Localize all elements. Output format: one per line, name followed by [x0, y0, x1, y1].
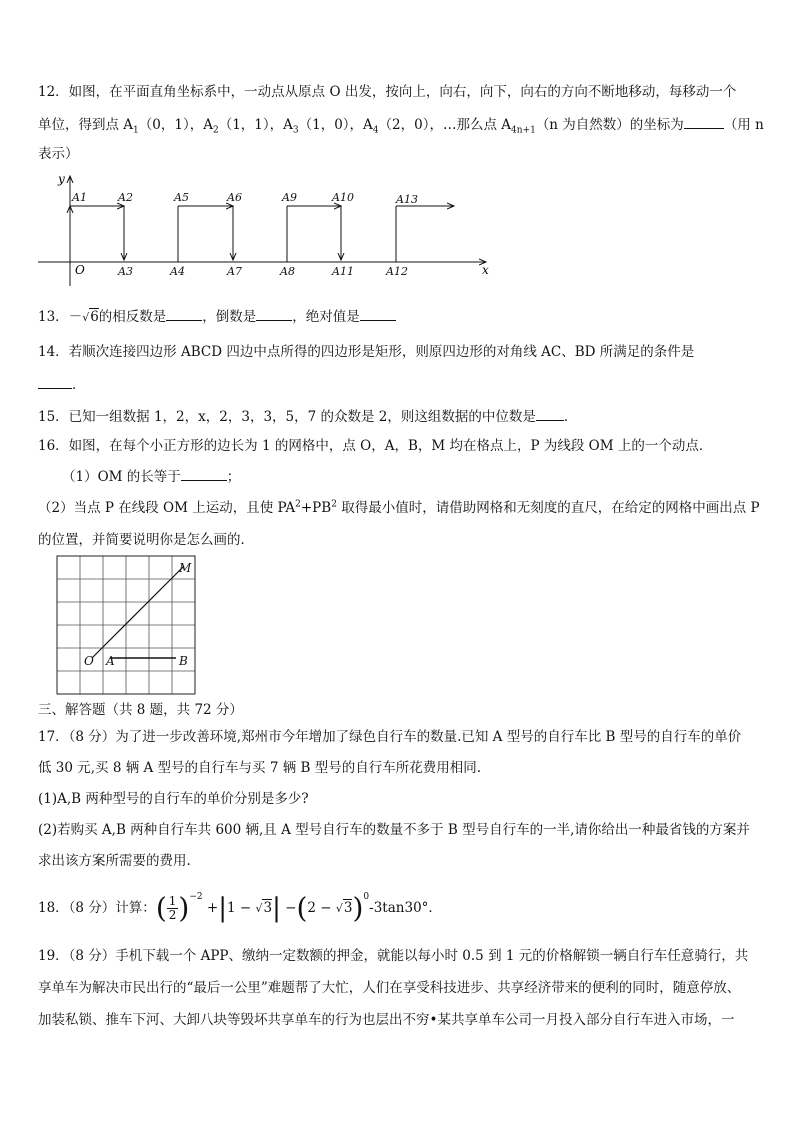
q16-line4: 的位置，并简要说明你是怎么画的． [38, 532, 254, 548]
q13: 13．－√6的相反数是 ，倒数是 ，绝对值是 [38, 306, 760, 328]
q12-figure [36, 168, 496, 290]
answer-blank [684, 114, 724, 129]
label-a4: A4 [170, 265, 185, 278]
label-a10: A10 [332, 191, 354, 204]
q19-line3: 加装私锁、推车下河、大卸八块等毁坏共享单车的行为也层出不穷•某共享单车公司一月投入部分自行车进入市场，一 [38, 1012, 735, 1028]
q17-line5: 求出该方案所需要的费用. [38, 853, 191, 869]
q15: 15．已知一组数据 1，2，x，2，3，3，5，7 的众数是 2，则这组数据的中位数是 ． [38, 406, 760, 427]
q17-line4: (2)若购买 A,B 两种自行车共 600 辆,且 A 型号自行车的数量不多于 B 型号自行车的一半,请你给出一种最省钱的方案并 [38, 822, 750, 838]
label-a13: A13 [396, 193, 418, 206]
label-a7: A7 [227, 265, 242, 278]
point-b-label: B [179, 654, 188, 668]
label-a12: A12 [386, 265, 408, 278]
q17-line1: 17．（8 分）为了进一步改善环境,郑州市今年增加了绿色自行车的数量.已知 A 型号的自行车比 B 型号的自行车的单价 [38, 729, 742, 745]
q16-line1: 16．如图，在每个小正方形的边长为 1 的网格中，点 O，A，B，M 均在格点上，P 为线段 OM 上的一个动点． [38, 438, 713, 454]
origin-label: O [75, 263, 85, 277]
section-3-heading: 三、解答题（共 8 题，共 72 分） [38, 702, 243, 718]
q18: 18．（8 分）计算：( $\frac{1}{2}$ )$^{-2} +|1 - √3| -(2 - √3)^0-3\tan 30^\circ$． [38, 891, 442, 925]
x-axis-label: x [482, 263, 489, 277]
q14-line1: 14．若顺次连接四边形 ABCD 四边中点所得的四边形是矩形，则原四边形的对角线 AC、BD 所满足的条件是 [38, 344, 695, 360]
label-a3: A3 [118, 265, 133, 278]
label-a1: A1 [72, 191, 87, 204]
q12-line2: 单位，得到点 $A_1(0$，1），$A_2(1$，1），$A_3(1$，0），$A_4(2$，0），…那么点 $A_{4n+1}(n$ 为自然数）的坐标为 （用 n [38, 114, 760, 135]
label-a5: A5 [174, 191, 189, 204]
q12-line1: 12．如图，在平面直角坐标系中，一动点从原点 O 出发，按向上，向右，向下，向右的方向不断地移动，每移动一个 [38, 84, 737, 100]
segment-om [92, 566, 184, 658]
point-o-label: O [84, 654, 94, 668]
q19-line1: 19．（8 分）手机下载一个 APP、缴纳一定数额的押金，就能以每小时 0.5 到 1 元的价格解锁一辆自行车任意骑行，共 [38, 948, 749, 964]
point-m-label: M [179, 561, 192, 575]
label-a2: A2 [118, 191, 133, 204]
q16-line2: （1）OM 的长等于 ； [62, 466, 784, 487]
point-a-label: A [106, 654, 115, 668]
q19-line2: 享单车为解决市民出行的“最后一公里”难题帮了大忙，人们在享受科技进步、共享经济带来的便利的同时，随意停放、 [38, 980, 741, 996]
label-a11: A11 [332, 265, 354, 278]
q16-grid-figure [56, 555, 196, 695]
label-a9: A9 [282, 191, 297, 204]
q17-line3: (1)A,B 两种型号的自行车的单价分别是多少? [38, 791, 309, 807]
y-axis-label: y [58, 172, 65, 186]
q16-line3: （2）当点 P 在线段 OM 上运动，且使 $PA^2+PB^2$ 取得最小值时，请借助网格和无刻度的直尺，在给定的网格中画出点 P [38, 499, 760, 516]
q12-line3: 表示） [38, 146, 79, 162]
label-a8: A8 [280, 265, 295, 278]
q14-line2: ． [38, 374, 760, 395]
label-a6: A6 [227, 191, 242, 204]
q17-line2: 低 30 元,买 8 辆 A 型号的自行车与买 7 辆 B 型号的自行车所花费用相同. [38, 760, 482, 776]
